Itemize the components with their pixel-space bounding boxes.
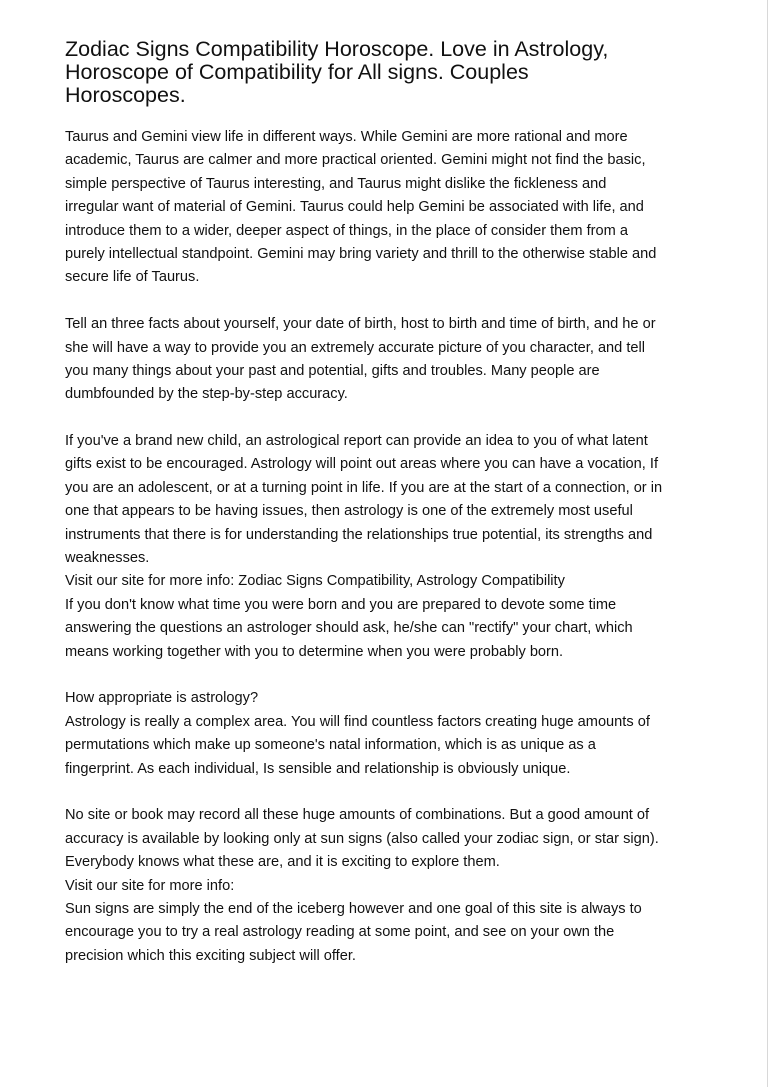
text-line: If you've a brand new child, an astrological report can provide an idea to you of what latent: [65, 433, 648, 450]
text-line: Sun signs are simply the end of the iceberg however and one goal of this site is always to: [65, 900, 642, 917]
title-line: Horoscopes.: [65, 83, 186, 107]
text-line: precision which this exciting subject will offer.: [65, 947, 356, 964]
text-line: academic, Taurus are calmer and more practical oriented. Gemini might not find the basic,: [65, 152, 646, 169]
text-line: Tell an three facts about yourself, your date of birth, host to birth and time of birth, and he or: [65, 316, 656, 333]
paragraph-gap: [65, 781, 715, 804]
paragraph-gap: [65, 664, 715, 687]
text-line: secure life of Taurus.: [65, 269, 200, 286]
text-line: weaknesses.: [65, 550, 150, 567]
title-line: Horoscope of Compatibility for All signs. Couples: [65, 60, 529, 84]
text-line: accuracy is available by looking only at sun signs (also called your zodiac sign, or star sign).: [65, 830, 659, 847]
text-line: dumbfounded by the step-by-step accuracy.: [65, 386, 348, 403]
paragraph-how-appropriate: [65, 687, 715, 781]
text-line: simple perspective of Taurus interesting, and Taurus might dislike the fickleness and: [65, 175, 607, 192]
text-line: instruments that there is for understanding the relationships true potential, its strengths and: [65, 526, 653, 543]
document-title: [65, 38, 715, 107]
text-line: introduce them to a wider, deeper aspect of things, in the place of consider them from a: [65, 222, 628, 239]
paragraph-astrological-report: [65, 430, 715, 664]
text-line: she will have a way to provide you an extremely accurate picture of you character, and tell: [65, 339, 646, 356]
text-line: If you don't know what time you were born and you are prepared to devote some time: [65, 596, 617, 613]
text-line: you many things about your past and potential, gifts and troubles. Many people are: [65, 362, 600, 379]
paragraph-taurus-gemini: [65, 126, 715, 290]
text-line: Visit our site for more info:: [65, 877, 235, 894]
paragraph-gap: [65, 407, 715, 430]
text-line: Everybody knows what these are, and it is exciting to explore them.: [65, 854, 500, 871]
text-line: Visit our site for more info: Zodiac Signs Compatibility, Astrology Compatibility: [65, 573, 565, 590]
title-line: Zodiac Signs Compatibility Horoscope. Love in Astrology,: [65, 37, 609, 61]
text-line: gifts exist to be encouraged. Astrology will point out areas where you can have a vocation, If: [65, 456, 659, 473]
text-line: you are an adolescent, or at a turning point in life. If you are at the start of a connection, or in: [65, 479, 663, 496]
text-line: answering the questions an astrologer should ask, he/she can "rectify" your chart, which: [65, 620, 633, 637]
text-line: Taurus and Gemini view life in different ways. While Gemini are more rational and more: [65, 129, 628, 145]
paragraph-sun-signs: [65, 804, 715, 968]
document-body: [65, 126, 715, 968]
text-line: How appropriate is astrology?: [65, 690, 259, 707]
text-line: irregular want of material of Gemini. Taurus could help Gemini be associated with life, and: [65, 199, 644, 216]
text-line: one that appears to be having issues, then astrology is one of the extremely most useful: [65, 503, 633, 520]
text-line: Astrology is really a complex area. You will find countless factors creating huge amounts of: [65, 713, 650, 730]
text-line: encourage you to try a real astrology reading at some point, and see on your own the: [65, 924, 615, 941]
paragraph-gap: [65, 290, 715, 313]
document-page: [65, 38, 715, 968]
text-line: permutations which make up someone's natal information, which is as unique as a: [65, 737, 596, 754]
paragraph-three-facts: [65, 313, 715, 407]
text-line: means working together with you to determine when you were probably born.: [65, 643, 564, 660]
text-line: fingerprint. As each individual, Is sensible and relationship is obviously unique.: [65, 760, 571, 777]
text-line: No site or book may record all these huge amounts of combinations. But a good amount of: [65, 807, 650, 824]
text-line: purely intellectual standpoint. Gemini may bring variety and thrill to the otherwise stable and: [65, 245, 657, 262]
